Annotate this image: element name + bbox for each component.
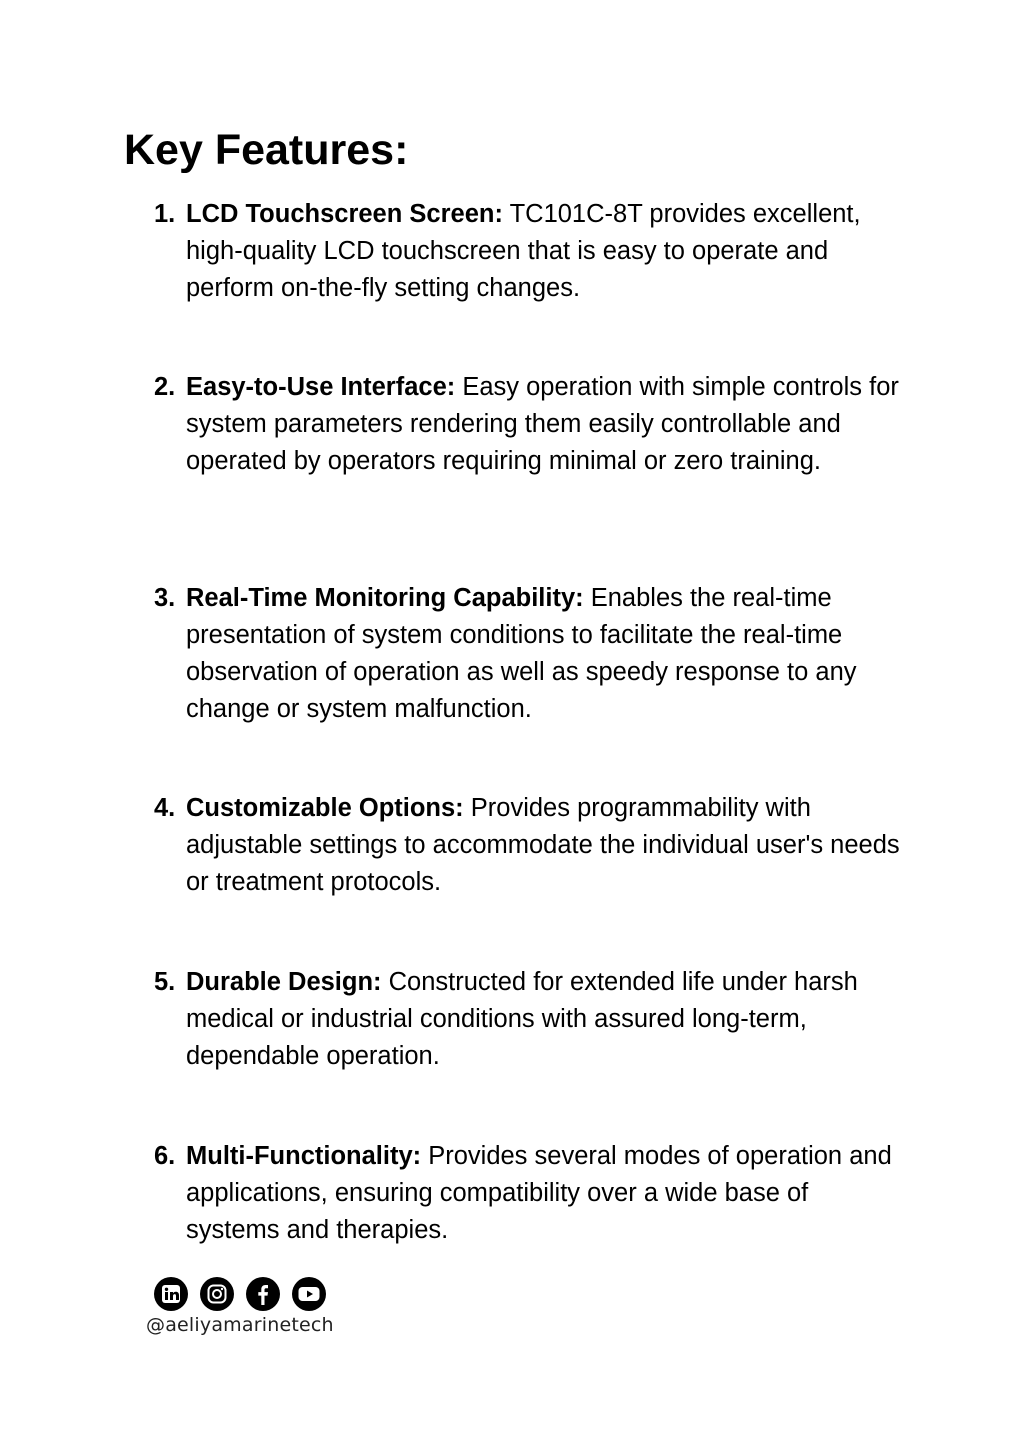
- feature-label: Real-Time Monitoring Capability:: [186, 584, 584, 612]
- feature-number: 5.: [154, 968, 176, 996]
- youtube-icon[interactable]: [292, 1277, 326, 1311]
- linkedin-icon[interactable]: [154, 1277, 188, 1311]
- feature-label: Multi-Functionality:: [186, 1142, 422, 1170]
- feature-item: [154, 964, 914, 1075]
- social-handle: @aeliyamarinetech: [146, 1314, 334, 1336]
- feature-item: [154, 790, 914, 901]
- feature-label: Customizable Options:: [186, 794, 464, 822]
- feature-item: [154, 369, 914, 480]
- page-title: Key Features:: [124, 126, 409, 174]
- feature-number: 6.: [154, 1142, 176, 1170]
- feature-text: Provides programmability with adjustable settings to accommodate the individual user's needs or treatment protocols.: [186, 794, 900, 896]
- feature-number: 4.: [154, 794, 176, 822]
- feature-text: TC101C-8T provides excellent, high-quality LCD touchscreen that is easy to operate and perform on-the-fly setting changes.: [186, 200, 861, 302]
- feature-body: [186, 369, 906, 480]
- instagram-icon[interactable]: [200, 1277, 234, 1311]
- feature-item: [154, 196, 914, 307]
- feature-body: [186, 580, 906, 728]
- feature-label: LCD Touchscreen Screen:: [186, 200, 503, 228]
- feature-body: [186, 790, 906, 901]
- feature-body: [186, 196, 906, 307]
- feature-body: [186, 964, 906, 1075]
- feature-label: Easy-to-Use Interface:: [186, 373, 456, 401]
- feature-text: Easy operation with simple controls for system parameters rendering them easily controllable and operated by operators requiring minimal or zero training.: [186, 373, 899, 475]
- social-links: [154, 1277, 326, 1311]
- facebook-icon[interactable]: [246, 1277, 280, 1311]
- feature-item: [154, 1138, 914, 1249]
- feature-item: [154, 580, 914, 728]
- feature-text: Enables the real-time presentation of system conditions to facilitate the real-time observation of operation as well as speedy response to any change or system malfunction.: [186, 584, 857, 723]
- feature-number: 2.: [154, 373, 176, 401]
- feature-number: 1.: [154, 200, 176, 228]
- feature-text: Provides several modes of operation and applications, ensuring compatibility over a wide base of systems and therapies.: [186, 1142, 892, 1244]
- feature-label: Durable Design:: [186, 968, 382, 996]
- feature-number: 3.: [154, 584, 176, 612]
- feature-text: Constructed for extended life under harsh medical or industrial conditions with assured long-term, dependable operation.: [186, 968, 858, 1070]
- feature-body: [186, 1138, 906, 1249]
